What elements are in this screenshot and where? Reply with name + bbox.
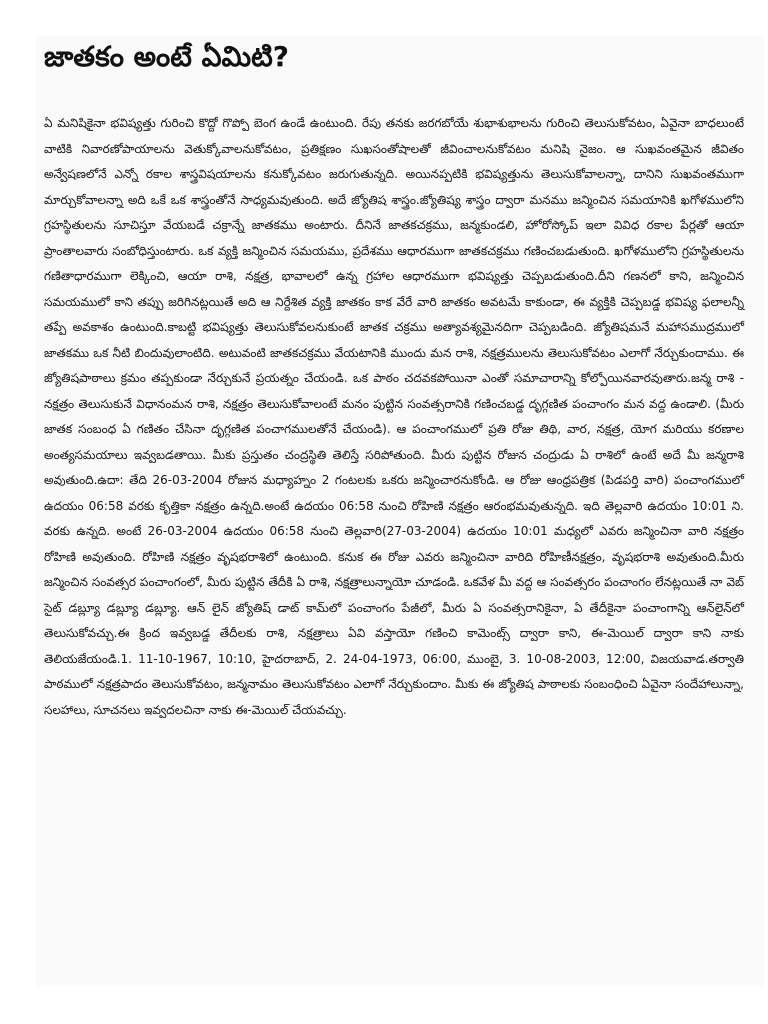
document-page [36,36,764,986]
page-title: జాతకం అంటే ఏమిటి? [44,40,289,73]
body-paragraph: ఏ మనిషికైనా భవిష్యత్తు గురించి కొద్దో గొప్పో బెంగ ఉండే ఉంటుంది. రేపు తనకు జరగబోయే శుభాశుభాలను గురించి తెలుసుకోవటం, ఏవైనా బాధలుంటే వాటికి నివారణోపాయాలను వెతుక్కోవాలనుకోవటం, ప్రతిక్షణం సుఖసంతోషాలతో జీవించాలనుకోవటం మనిషి నైజం. ఆ సుఖవంతమైన జీవితం అన్వేషణలోనే ఎన్నో రకాల శాస్త్రవిషయాలను కనుక్కోవటం జరుగుతున్నది. అయినప్పటికి భవిష్యత్తును తెలుసుకోవాలన్నా, దానిని సుఖవంతముగా మార్చుకోవాలన్నా అది ఒకే ఒక శాస్త్రంతోనే సాధ్యమవుతుంది. అదే జ్యోతిష శాస్త్రం.జ్యోతిష్య శాస్త్రం ద్వారా మనము జన్మించిన సమయానికి ఖగోళములోని గ్రహస్థితులను సూచిస్తూ వేయబడే చక్రాన్నే జాతకము అంటారు. దీనినే జాతకచక్రము, జన్మకుండలి, హోరోస్కోప్ ఇలా వివిధ రకాల పేర్లతో ఆయా ప్రాంతాలవారు సంబోధిస్తుంటారు. ఒక వ్యక్తి జన్మించిన సమయము, ప్రదేశము ఆధారముగా జాతకచక్రము గణించబడుతుంది. ఖగోళములోని గ్రహస్థితులను గణితాధారముగా లెక్కించి, ఆయా రాశి, నక్షత్ర, భావాలలో ఉన్న గ్రహాల ఆధారముగా భవిష్యత్తు చెప్పబడుతుంది.దీని గణనలో కాని, జన్మించిన సమయములో కాని తప్పు జరిగినట్లయితే అది ఆ నిర్దేశిత వ్యక్తి జాతకం కాక వేరే వారి జాతకం అవటమే కాకుండా, ఈ వ్యక్తికి చెప్పబడ్డ భవిష్య ఫలాలన్నీ తప్పే అవకాశం ఉంటుంది.కాబట్టి భవిష్యత్తు తెలుసుకోవలనుకుంటే జాతక చక్రము అత్యావశ్యమైనదిగా చెప్పబడింది. జ్యోతిషమనే మహాసముద్రములో జాతకము ఒక నీటి బిందువులాంటిది. అటువంటి జాతకచక్రము వేయటానికి ముందు మన రాశి, నక్షత్రములను తెలుసుకోవటం ఎలాగో నేర్చుకుందాము. ఈ జ్యోతిషపాఠాలు క్రమం తప్పకుండా నేర్చుకునే ప్రయత్నం చేయండి. ఒక పాఠం చదవకపోయినా ఎంతో సమాచారాన్ని కోల్పోయినవారవుతారు.జన్మ రాశి - నక్షత్రం తెలుసుకునే విధానంమన రాశి, నక్షత్రం తెలుసుకోవాలంటే మనం పుట్టిన సంవత్సరానికి గణించబడ్డ దృగ్గణిత పంచాంగం మన వద్ద ఉండాలి. (మీరు జాతక సంబంధ ఏ గణితం చేసినా దృగ్గణిత పంచాగములతోనే చేయండి). ఆ పంచాంగములో ప్రతి రోజు తిథి, వార, నక్షత్ర, యోగ మరియు కరణాల అంత్యసమయాలు ఇవ్వబడతాయి. మీకు ప్రస్తుతం చంద్రస్థితి తెలిస్తే సరిపోతుంది. మీరు పుట్టిన రోజున చంద్రుడు ఏ రాశిలో ఉంటే అదే మీ జన్మరాశి అవుతుంది.ఉదా: తేది 26-03-2004 రోజున మధ్యాహ్నం 2 గంటలకు ఒకరు జన్మించారనుకోండి. ఆ రోజు ఆంధ్రపత్రిక (పిడపర్తి వారి) పంచాంగములో ఉదయం 06:58 వరకు కృత్తికా నక్షత్రం ఉన్నది.అంటే ఉదయం 06:58 నుంచి రోహిణి నక్షత్రం ఆరంభమవుతున్నది. ఇది తెల్లవారి ఉదయం 10:01 ని. వరకు ఉన్నది. అంటే 26-03-2004 ఉదయం 06:58 నుంచి తెల్లవారి(27-03-2004) ఉదయం 10:01 మధ్యలో ఎవరు జన్మించినా వారి నక్షత్రం రోహిణి అవుతుంది. రోహిణి నక్షత్రం వృషభరాశిలో ఉంటుంది. కనుక ఈ రోజు ఎవరు జన్మించినా వారిది రోహిణీనక్షత్రం, వృషభరాశి అవుతుంది.మీరు జన్మించిన సంవత్సర పంచాంగంలో, మీరు పుట్టిన తేదీకి ఏ రాశి, నక్షత్రాలున్నాయో చూడండి. ఒకవేళ మీ వద్ద ఆ సంవత్సరం పంచాంగం లేనట్లయితే నా వెబ్ సైట్ డబ్ల్యూ డబ్ల్యూ డబ్ల్యూ. ఆన్ లైన్ జ్యోతిష్ డాట్ కామ్‌లో పంచాంగం పేజీలో, మీరు ఏ సంవత్సరానికైనా, ఏ తేదీకైనా పంచాంగాన్ని ఆన్‌లైన్‌లో తెలుసుకోవచ్చు.ఈ క్రింద ఇవ్వబడ్డ తేదీలకు రాశి, నక్షత్రాలు ఏవి వస్తాయో గణించి కామెంట్స్ ద్వారా కాని, ఈ-మెయిల్ ద్వారా కాని నాకు తెలియజేయండి.1. 11-10-1967, 10:10, హైదరాబాద్, 2. 24-04-1973, 06:00, ముంబై, 3. 10-08-2003, 12:00, విజయవాడ.తర్వాతి పాఠములో నక్షత్రపాదం తెలుసుకోవటం, జన్మనామం తెలుసుకోవటం ఎలాగో నేర్చుకుందాం. మీకు ఈ జ్యోతిష పాఠాలకు సంబంధించి ఏవైనా సందేహాలున్నా, సలహాలు, సూచనలు ఇవ్వదలచినా నాకు ఈ-మెయిల్ చేయవచ్చు. [44,116,744,717]
